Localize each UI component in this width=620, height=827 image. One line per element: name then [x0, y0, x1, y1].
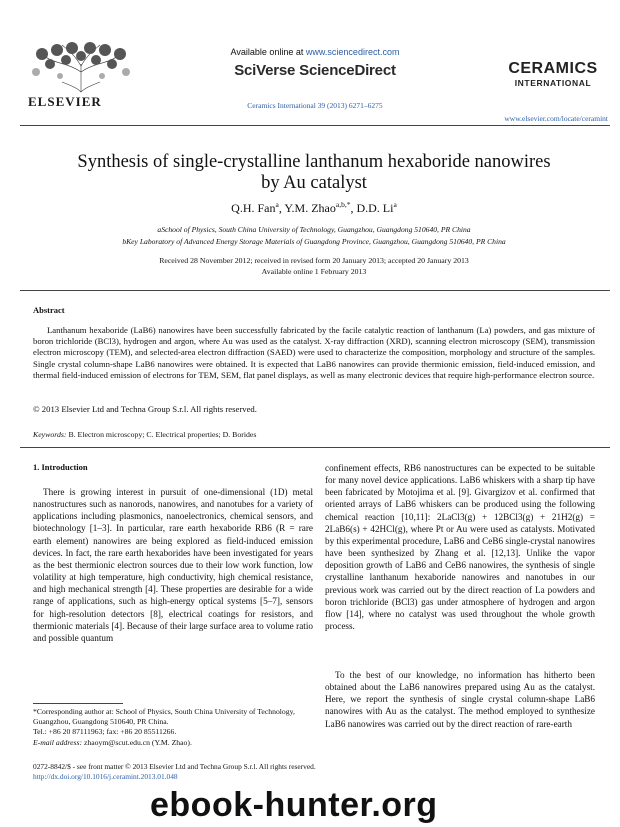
watermark-text: ebook-hunter.org: [150, 786, 438, 824]
affiliation-b: bKey Laboratory of Advanced Energy Storage Materials of Guangdong Province, Guangzhou, Guangdong 510640, PR China: [122, 237, 506, 246]
abstract-body: Lanthanum hexaboride (LaB6) nanowires have been successfully fabricated by the facile catalytic reaction of lanthanum (La) powders, and gas mixture of boron trichloride (BCl3), hydrogen and argon, where Au was used as the catalyst. X-ray diffraction (XRD), scanning electron microscopy (SEM), transmission electron microscopy (TEM), and selected-area electron diffraction (SAED) were used to characterize the composition, morphology and structure of the samples. Single crystal column-shape LaB6 nanowires were obtained. It is expected that LaB6 nanowires can provide thermionic emission, field-induced emission, and thermal field-induced emission of electrons for TEM, SEM, flat panel displays, as well as many electronic devices that require high-performance electron source.: [33, 325, 595, 380]
elsevier-tree-icon: [22, 42, 140, 94]
abstract-top-divider: [20, 290, 610, 291]
keywords-label: Keywords:: [33, 430, 67, 439]
affiliation-a: aSchool of Physics, South China University of Technology, Guangzhou, Guangdong 510640, PR China: [157, 225, 471, 234]
sciverse-logo: SciVerse ScienceDirect: [234, 62, 396, 79]
author-name: D.D. Li: [356, 201, 394, 215]
keywords-list: B. Electron microscopy; C. Electrical properties; D. Borides: [68, 430, 257, 439]
publisher-wordmark: ELSEVIER: [28, 94, 102, 109]
journal-logo-line2: INTERNATIONAL: [514, 78, 592, 88]
sciencedirect-link[interactable]: www.sciencedirect.com: [305, 47, 400, 57]
footnote-contact: Tel.: +86 20 87111963; fax: +86 20 85511266.: [33, 727, 177, 737]
abstract-heading: Abstract: [33, 305, 65, 315]
intro-left-column: There is growing interest in pursuit of one-dimensional (1D) metal nanostructures such as nanorods, nanowires, and nanotubes for a variety of applications including plasmonics, nanoelectronics, chemical sensors, and biotechnology [1–3]. In particular, rare earth hexaboride RB6 (R = rare earth element) nanowires are being explored as field-induced emission devices. In fact, the rare earth hexaborides have been investigated for years as the best thermionic electron sources due to their low work function, low volatility at high temperature, high conductivity, high chemical resistance, and high mechanical strength [4]. These properties are desirable for a wide range of applications, such as high-energy optical systems [5–7], sensors for high-resolution detectors [8], electrical coatings for resistors, and thermionic materials [4]. Because of their large surface area to volume ratio and possible quantum: [33, 487, 313, 643]
elsevier-logo: [22, 42, 142, 108]
issn-doi-block: [33, 762, 463, 781]
watermark: [150, 786, 610, 822]
journal-logo-line1: CERAMICS: [508, 60, 598, 77]
available-online-date: Available online 1 February 2013: [261, 267, 367, 276]
journal-logo: [498, 60, 608, 88]
received-dates: Received 28 November 2012; received in revised form 20 January 2013; accepted 20 January 2013: [159, 256, 469, 265]
footnote-email-label: E-mail address:: [33, 737, 83, 747]
footnote-email[interactable]: zhaoym@scut.edu.cn (Y.M. Zhao).: [83, 737, 192, 747]
journal-homepage-link[interactable]: www.elsevier.com/locate/ceramint: [504, 114, 608, 123]
abstract-copyright: © 2013 Elsevier Ltd and Techna Group S.r.l. All rights reserved.: [33, 404, 257, 414]
abstract-bottom-divider: [20, 447, 610, 448]
doi-link[interactable]: http://dx.doi.org/10.1016/j.ceramint.2013.01.048: [33, 771, 178, 781]
article-title: [40, 152, 588, 194]
header-divider: [20, 125, 610, 126]
footnote-affiliation: *Corresponding author at: School of Physics, South China University of Technology, Guangzhou, Guangdong 510640, PR China.: [33, 707, 295, 727]
intro-right-paragraph-1: confinement effects, RB6 nanostructures can be expected to be suitable for many novel device applications. LaB6 whiskers with a sharp tip have been fabricated by Motojima et al. [9]. Givargizov et al. confirmed that oriented arrays of LaB6 whiskers can be produced using the following chemical reaction [10,11]: 2LaCl3(g) + 12BCl3(g) + 21H2(g) = 2LaB6(s) + 42HCl(g), where Pt or Au were used as catalysts. Motivated by this experimental procedure, LaB6 and CeB6 single-crystal nanowires have been synthesized by Zhang et al. [12,13]. Unlike the vapor deposition growth of LaB6 and CeB6 nanowires, the synthesis of single crystalline lanthanum hexaboride nanowires and nanotubes in our previous work was carried out by the direct reaction of La powders and boron trichloride (BCl3) gas under atmosphere of hydrogen and argon flow [14], where no catalyst was used throughout the whole growth process.: [325, 463, 595, 632]
author-name: Y.M. Zhao: [284, 201, 336, 215]
journal-reference[interactable]: Ceramics International 39 (2013) 6271–6275: [247, 101, 383, 110]
section-heading-introduction: 1. Introduction: [33, 462, 88, 472]
intro-right-paragraph-2: To the best of our knowledge, no information has hitherto been obtained about the LaB6 nanowires prepared using Au as the catalyst. Here, we report the synthesis of single crystal column-shape LaB6 nanowires with Au as the catalyst. The method employed to synthesize LaB6 nanowires was carried out by the direct reaction of rare-earth: [325, 670, 595, 729]
available-online-line: [200, 47, 430, 57]
issn-line: 0272-8842/$ - see front matter © 2013 Elsevier Ltd and Techna Group S.r.l. All rights reserved.: [33, 762, 316, 771]
footnote-divider: [33, 703, 123, 704]
keywords-line: [33, 430, 256, 439]
footnote-email-line: [33, 738, 315, 748]
author-affil-mark: a,b,*: [335, 200, 351, 209]
author-name: Q.H. Fan: [231, 201, 276, 215]
available-prefix: Available online at: [230, 47, 306, 57]
author-list: Q.H. Fan$^a$, Y.M. Zhao$^{a,b,*}$, D.D. Li$^a$: [231, 200, 397, 215]
author-affil-mark: a: [275, 200, 279, 209]
title-line-1: Synthesis of single-crystalline lanthanum hexaboride nanowires: [77, 152, 551, 172]
title-line-2: by Au catalyst: [261, 173, 367, 193]
author-affil-mark: a: [393, 200, 397, 209]
corresponding-author-footnote: [33, 707, 315, 748]
